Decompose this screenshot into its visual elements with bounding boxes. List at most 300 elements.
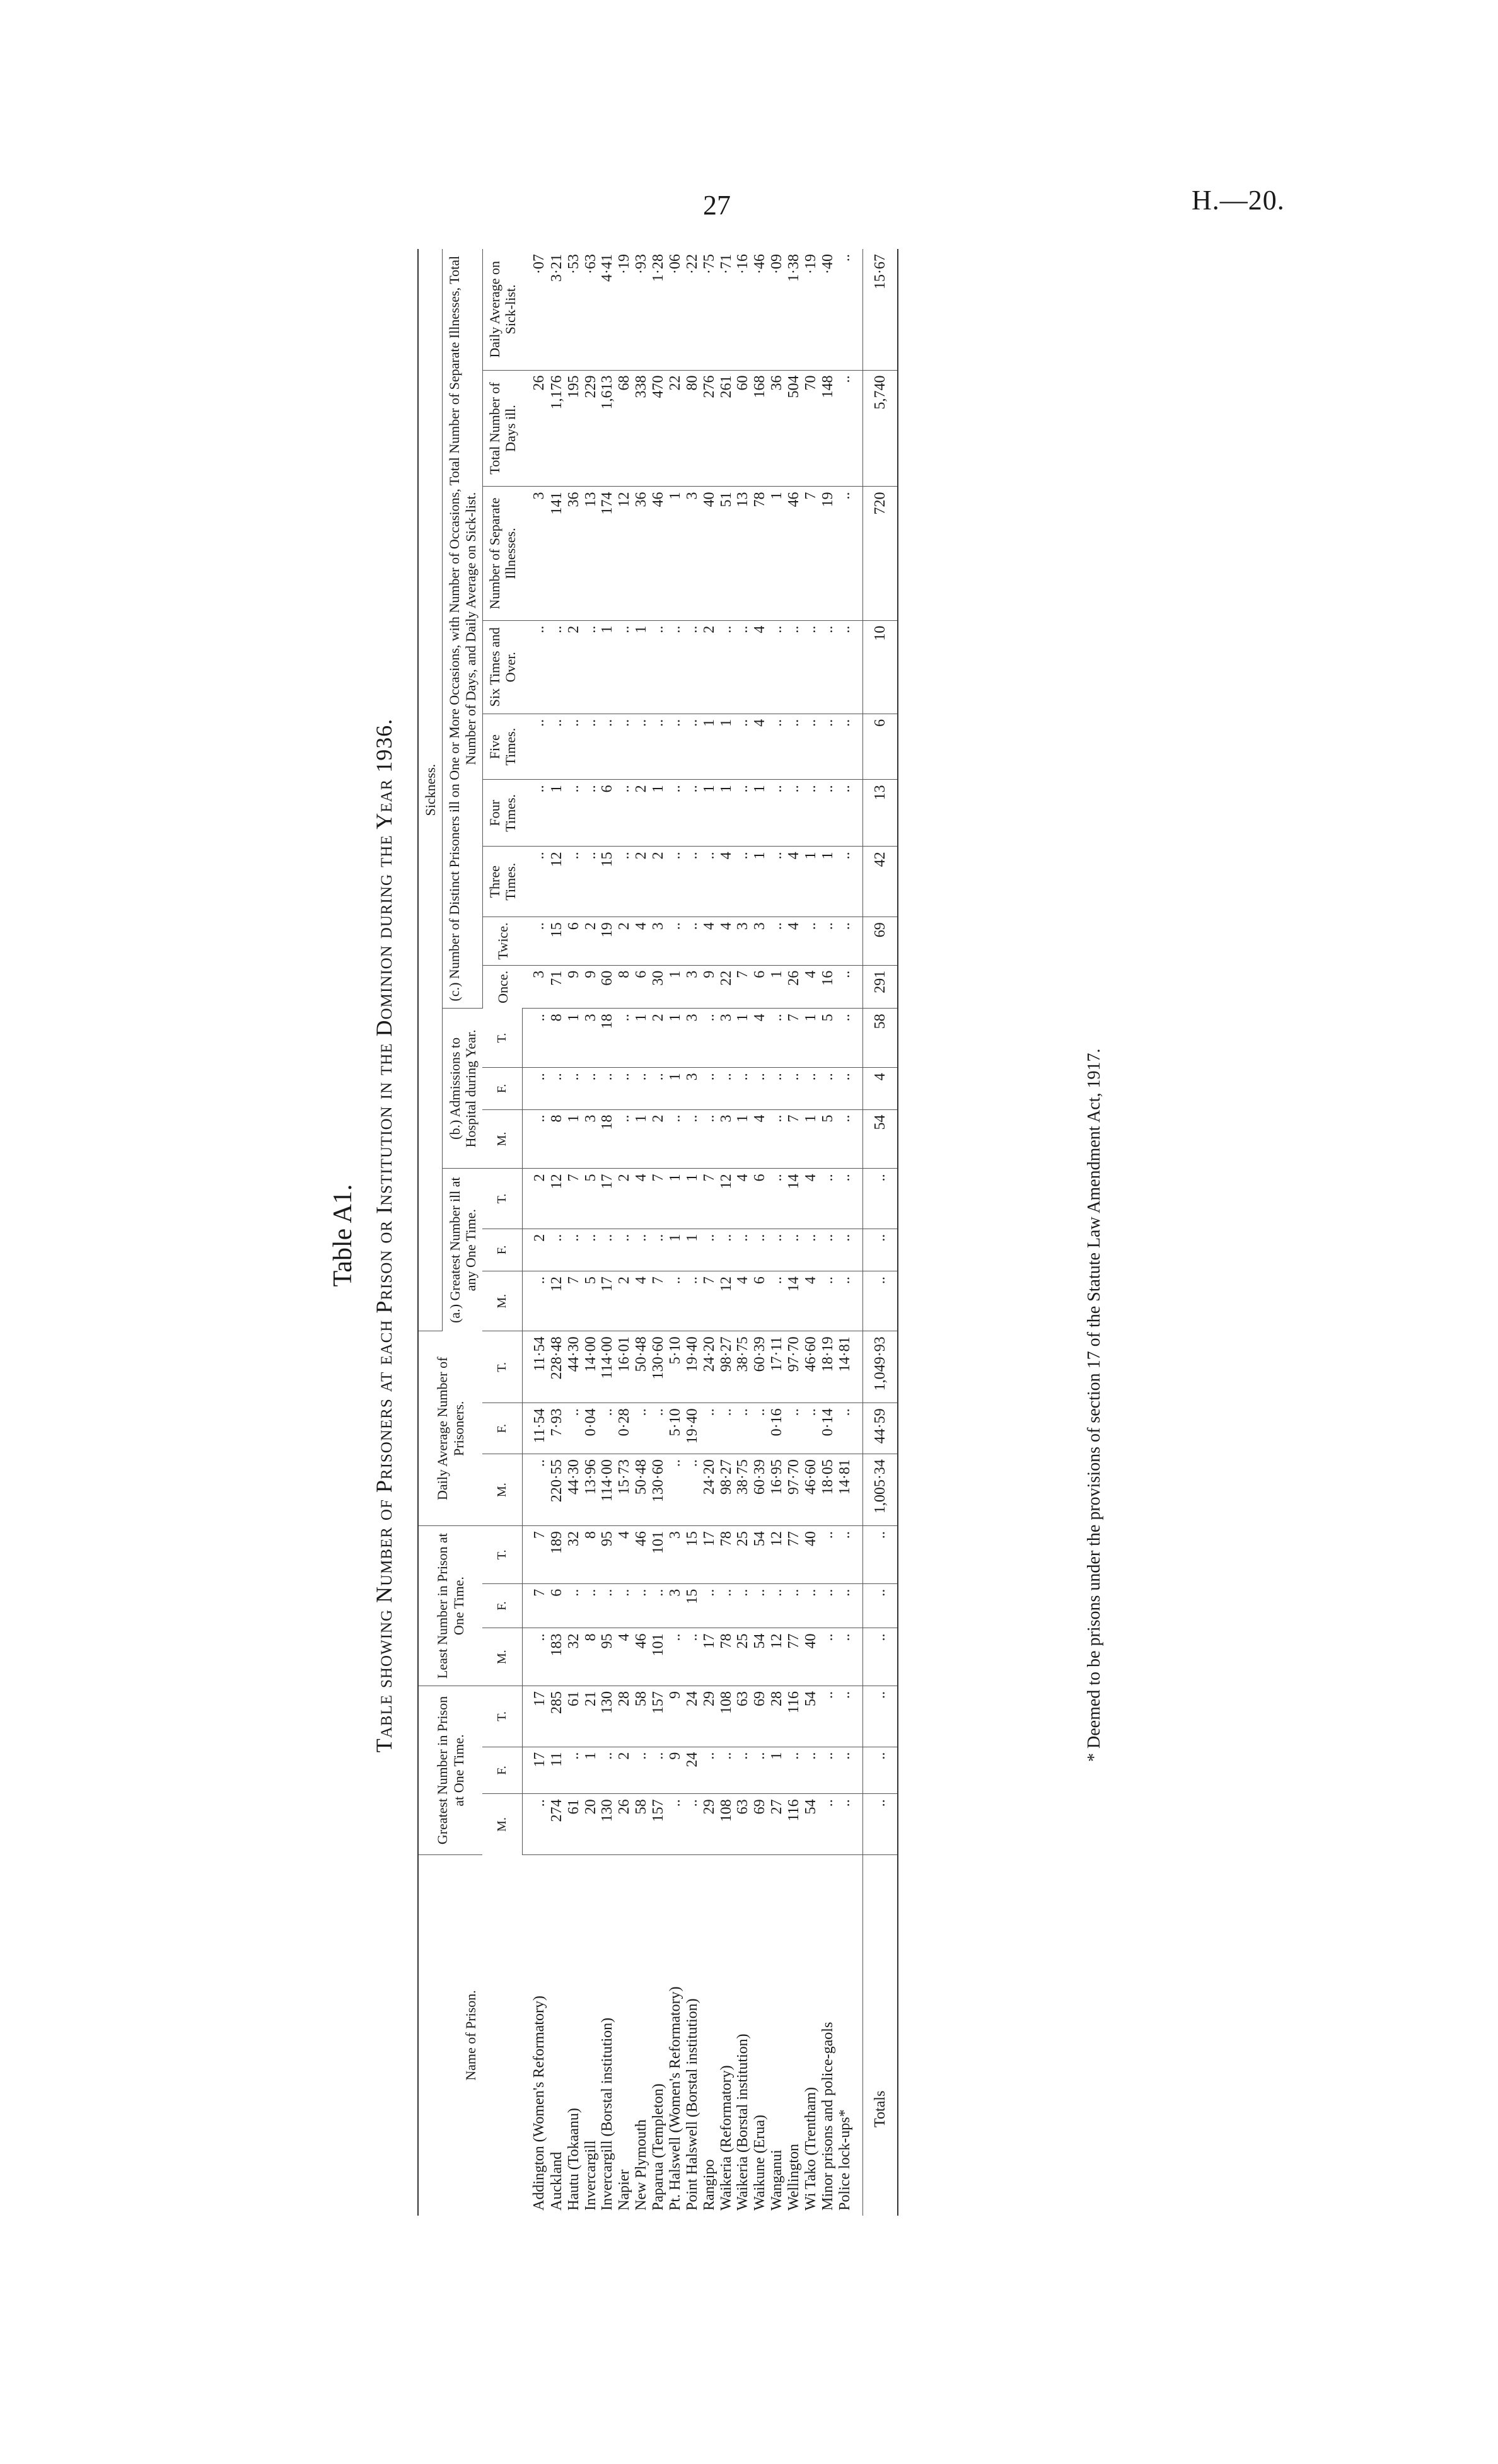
table-cell: .. bbox=[633, 1583, 650, 1628]
table-cell: 15 bbox=[599, 847, 616, 917]
table-cell: 46 bbox=[650, 487, 667, 620]
table-cell: .. bbox=[599, 1747, 616, 1794]
table-cell: .. bbox=[549, 620, 566, 714]
table-row bbox=[718, 249, 735, 2216]
table-cell: 1 bbox=[549, 780, 566, 847]
table-cell: .. bbox=[633, 1403, 650, 1454]
table-cell: 2 bbox=[616, 917, 633, 966]
table-cell: .. bbox=[837, 1583, 862, 1628]
table-cell: 6 bbox=[566, 917, 583, 966]
table-cell: 80 bbox=[684, 370, 701, 487]
prison-name: New Plymouth bbox=[633, 2119, 650, 2211]
table-cell: 54 bbox=[862, 1109, 898, 1169]
table-cell: .. bbox=[837, 1794, 862, 1855]
table-cell: 17 bbox=[599, 1169, 616, 1229]
table-cell: .. bbox=[684, 620, 701, 714]
header-m: M. bbox=[482, 1454, 522, 1526]
table-cell: 4 bbox=[633, 917, 650, 966]
table-cell: ·75 bbox=[701, 249, 718, 370]
table-cell: .. bbox=[599, 1583, 616, 1628]
table-cell: 68 bbox=[616, 370, 633, 487]
prison-name: Paparua (Templeton) bbox=[650, 2083, 667, 2211]
table-cell: 1 bbox=[734, 1009, 752, 1068]
table-cell: .. bbox=[786, 1403, 803, 1454]
header-sickness: Sickness. bbox=[418, 249, 443, 1331]
table-cell: 6 bbox=[599, 780, 616, 847]
table-cell: 6 bbox=[862, 714, 898, 779]
table-cell: 168 bbox=[752, 370, 769, 487]
table-cell: 12 bbox=[769, 1526, 786, 1584]
table-cell: 1 bbox=[667, 487, 684, 620]
table-cell: .. bbox=[862, 1229, 898, 1271]
table-cell: .. bbox=[769, 714, 786, 779]
header-six-times: Six Times and Over. bbox=[482, 620, 522, 714]
table-header bbox=[418, 249, 522, 2216]
table-cell: 101 bbox=[650, 1628, 667, 1686]
table-cell: 3 bbox=[752, 917, 769, 966]
table-cell: .. bbox=[522, 1271, 548, 1331]
table-cell: .. bbox=[583, 847, 600, 917]
table-cell: 4 bbox=[752, 1109, 769, 1169]
table-cell: .. bbox=[862, 1583, 898, 1628]
table-cell: 7 bbox=[650, 1169, 667, 1229]
table-cell: 183 bbox=[549, 1628, 566, 1686]
table-cell: ·40 bbox=[820, 249, 837, 370]
table-cell: 9 bbox=[583, 965, 600, 1009]
table-cell: .. bbox=[522, 917, 548, 966]
table-cell: 1 bbox=[718, 780, 735, 847]
table-cell: .. bbox=[769, 1169, 786, 1229]
table-cell: 7 bbox=[786, 1109, 803, 1169]
table-cell: 470 bbox=[650, 370, 667, 487]
table-cell: 46 bbox=[633, 1526, 650, 1584]
table-cell: 15·73 bbox=[616, 1454, 633, 1526]
table-cell: 78 bbox=[718, 1526, 735, 1584]
table-cell: .. bbox=[820, 1794, 837, 1855]
table-cell: 77 bbox=[786, 1628, 803, 1686]
totals-row bbox=[862, 249, 898, 2216]
table-cell: .. bbox=[837, 1747, 862, 1794]
table-cell: 4 bbox=[803, 1271, 820, 1331]
table-cell: .. bbox=[566, 780, 583, 847]
table-cell: .. bbox=[769, 1271, 786, 1331]
table-cell: .. bbox=[684, 1794, 701, 1855]
table-cell: 189 bbox=[549, 1526, 566, 1584]
table-cell: 2 bbox=[522, 1169, 548, 1229]
table-cell: 2 bbox=[650, 847, 667, 917]
prison-name: Addington (Women's Reformatory) bbox=[531, 1996, 548, 2211]
table-cell: .. bbox=[837, 1271, 862, 1331]
table-cell: 4 bbox=[616, 1526, 633, 1584]
table-cell: 17 bbox=[522, 1686, 548, 1747]
table-cell: .. bbox=[786, 714, 803, 779]
table-cell: 2 bbox=[650, 1009, 667, 1068]
table-cell: 44·30 bbox=[566, 1331, 583, 1403]
table-cell: 58 bbox=[633, 1686, 650, 1747]
table-cell: 504 bbox=[786, 370, 803, 487]
table-cell: 8 bbox=[616, 965, 633, 1009]
table-cell: 220·55 bbox=[549, 1454, 566, 1526]
table-row bbox=[583, 249, 600, 2216]
table-cell: .. bbox=[786, 1583, 803, 1628]
table-cell: 3 bbox=[684, 1009, 701, 1068]
table-cell: 1 bbox=[769, 965, 786, 1009]
header-m: M. bbox=[482, 1794, 522, 1855]
table-row bbox=[633, 249, 650, 2216]
table-cell: 60·39 bbox=[752, 1331, 769, 1403]
table-cell: .. bbox=[862, 1794, 898, 1855]
table-cell: .. bbox=[769, 1109, 786, 1169]
table-cell: .. bbox=[803, 1747, 820, 1794]
table-cell: 9 bbox=[667, 1747, 684, 1794]
table-cell: .. bbox=[633, 1747, 650, 1794]
table-cell: 1 bbox=[684, 1229, 701, 1271]
table-cell: .. bbox=[667, 1454, 684, 1526]
table-cell: ·46 bbox=[752, 249, 769, 370]
table-cell: 1 bbox=[566, 1009, 583, 1068]
table-cell: 16 bbox=[820, 965, 837, 1009]
table-cell: .. bbox=[734, 1747, 752, 1794]
table-cell: .. bbox=[718, 1583, 735, 1628]
table-cell: .. bbox=[837, 620, 862, 714]
table-cell: 17 bbox=[701, 1526, 718, 1584]
table-cell: .. bbox=[522, 847, 548, 917]
table-cell: .. bbox=[837, 1109, 862, 1169]
table-cell: 2 bbox=[522, 1229, 548, 1271]
table-cell: .. bbox=[803, 780, 820, 847]
header-greatest-number: Greatest Number in Prison at One Time. bbox=[418, 1686, 482, 1855]
table-row bbox=[667, 249, 684, 2216]
table-cell: .. bbox=[769, 847, 786, 917]
table-cell: 4 bbox=[633, 1169, 650, 1229]
table-cell: 15·67 bbox=[862, 249, 898, 370]
table-cell: 44·30 bbox=[566, 1454, 583, 1526]
table-cell: .. bbox=[752, 1583, 769, 1628]
table-cell: 1 bbox=[718, 714, 735, 779]
table-cell: 2 bbox=[701, 620, 718, 714]
table-cell: 2 bbox=[583, 917, 600, 966]
table-cell: .. bbox=[752, 1229, 769, 1271]
table-cell: 8 bbox=[583, 1526, 600, 1584]
table-cell: 3 bbox=[684, 487, 701, 620]
table-cell: 3 bbox=[718, 1109, 735, 1169]
table-cell: 6 bbox=[633, 965, 650, 1009]
table-cell: 148 bbox=[820, 370, 837, 487]
prison-name: Pt. Halswell (Women's Reformatory) bbox=[666, 1986, 683, 2211]
table-cell: 60 bbox=[599, 965, 616, 1009]
table-cell: .. bbox=[734, 714, 752, 779]
table-cell: 40 bbox=[803, 1628, 820, 1686]
table-cell: 19 bbox=[599, 917, 616, 966]
prison-name: Waikeria (Borstal institution) bbox=[734, 2033, 752, 2211]
table-cell: 3 bbox=[667, 1526, 684, 1584]
table-cell: .. bbox=[820, 1169, 837, 1229]
table-cell: 26 bbox=[522, 370, 548, 487]
header-sick-c: (c.) Number of Distinct Prisoners ill on One or More Occasions, with Number of Occasions, Total Number of Separate Illnesses, Total Number of Days, and Daily Average on Sick-list. bbox=[443, 249, 483, 1009]
table-cell: 7 bbox=[734, 965, 752, 1009]
header-days-ill: Total Number of Days ill. bbox=[482, 370, 522, 487]
table-cell: 38·75 bbox=[734, 1454, 752, 1526]
header-separate-illnesses: Number of Separate Illnesses. bbox=[482, 487, 522, 620]
table-cell: .. bbox=[684, 1454, 701, 1526]
table-cell: 4 bbox=[862, 1068, 898, 1109]
table-cell: ·09 bbox=[769, 249, 786, 370]
table-cell: 3 bbox=[667, 1583, 684, 1628]
header-m: M. bbox=[482, 1271, 522, 1331]
table-cell: 1·38 bbox=[786, 249, 803, 370]
table-cell: .. bbox=[701, 1583, 718, 1628]
header-f: F. bbox=[482, 1747, 522, 1794]
table-cell: 5·10 bbox=[667, 1331, 684, 1403]
prison-name: Totals bbox=[862, 1855, 898, 2216]
table-row bbox=[566, 249, 583, 2216]
table-cell: 1 bbox=[803, 847, 820, 917]
table-cell: .. bbox=[752, 1747, 769, 1794]
header-three-times: Three Times. bbox=[482, 847, 522, 917]
table-cell: 40 bbox=[803, 1526, 820, 1584]
table-cell: 157 bbox=[650, 1794, 667, 1855]
table-cell: 0·04 bbox=[583, 1403, 600, 1454]
table-cell: 4 bbox=[752, 1009, 769, 1068]
header-least-number: Least Number in Prison at One Time. bbox=[418, 1526, 482, 1686]
prison-name: Wellington bbox=[786, 2143, 803, 2211]
table-row bbox=[549, 249, 566, 2216]
header-m: M. bbox=[482, 1109, 522, 1169]
table-cell: 3 bbox=[734, 917, 752, 966]
table-cell: 1 bbox=[599, 620, 616, 714]
table-cell: .. bbox=[701, 1109, 718, 1169]
table-cell: 6 bbox=[752, 1271, 769, 1331]
table-cell: .. bbox=[616, 1068, 633, 1109]
table-cell: .. bbox=[701, 1009, 718, 1068]
table-cell: ·71 bbox=[718, 249, 735, 370]
table-cell: 63 bbox=[734, 1794, 752, 1855]
table-cell: 98·27 bbox=[718, 1331, 735, 1403]
header-t: T. bbox=[482, 1686, 522, 1747]
rotated-table-sheet bbox=[277, 230, 1129, 2241]
table-cell: .. bbox=[769, 917, 786, 966]
table-cell: 4 bbox=[786, 917, 803, 966]
table-cell: 19·40 bbox=[684, 1403, 701, 1454]
table-cell: 58 bbox=[862, 1009, 898, 1068]
table-cell: .. bbox=[837, 1403, 862, 1454]
table-cell: 7 bbox=[803, 487, 820, 620]
table-cell: 130 bbox=[599, 1794, 616, 1855]
table-cell: .. bbox=[786, 1747, 803, 1794]
table-cell: .. bbox=[820, 780, 837, 847]
table-cell: 4 bbox=[701, 917, 718, 966]
table-cell: 1 bbox=[667, 1229, 684, 1271]
table-cell: 7 bbox=[650, 1271, 667, 1331]
table-cell: .. bbox=[650, 1068, 667, 1109]
header-m: M. bbox=[482, 1628, 522, 1686]
table-cell: 8 bbox=[549, 1009, 566, 1068]
table-cell: 6 bbox=[549, 1583, 566, 1628]
table-cell: 38·75 bbox=[734, 1331, 752, 1403]
table-cell: .. bbox=[786, 1229, 803, 1271]
table-cell: 3 bbox=[684, 965, 701, 1009]
table-cell: 61 bbox=[566, 1686, 583, 1747]
table-cell: 15 bbox=[549, 917, 566, 966]
table-cell: 3 bbox=[522, 965, 548, 1009]
table-cell: 0·14 bbox=[820, 1403, 837, 1454]
table-cell: .. bbox=[734, 1403, 752, 1454]
table-cell: .. bbox=[616, 780, 633, 847]
table-cell: .. bbox=[734, 620, 752, 714]
header-f: F. bbox=[482, 1068, 522, 1109]
table-cell: 1 bbox=[633, 1009, 650, 1068]
table-cell: 276 bbox=[701, 370, 718, 487]
header-sick-b: (b.) Admissions to Hospital during Year. bbox=[443, 1009, 483, 1169]
table-cell: 12 bbox=[549, 1271, 566, 1331]
table-cell: .. bbox=[522, 1009, 548, 1068]
table-row bbox=[650, 249, 667, 2216]
table-cell: 5 bbox=[820, 1109, 837, 1169]
table-cell: .. bbox=[803, 1068, 820, 1109]
table-cell: 24·20 bbox=[701, 1331, 718, 1403]
table-cell: 71 bbox=[549, 965, 566, 1009]
table-cell: ·07 bbox=[522, 249, 548, 370]
table-cell: 1 bbox=[667, 1009, 684, 1068]
table-cell: .. bbox=[566, 847, 583, 917]
table-cell: 2 bbox=[633, 847, 650, 917]
table-cell: .. bbox=[684, 714, 701, 779]
table-cell: .. bbox=[701, 1068, 718, 1109]
table-cell: 50·48 bbox=[633, 1331, 650, 1403]
table-cell: 174 bbox=[599, 487, 616, 620]
table-title: Table showing Number of Prisoners at each Prison or Institution in the Dominion during the Year 1936. bbox=[371, 718, 397, 1753]
table-cell: .. bbox=[734, 1583, 752, 1628]
table-cell: 17 bbox=[522, 1747, 548, 1794]
table-cell: 54 bbox=[803, 1686, 820, 1747]
table-cell: .. bbox=[769, 620, 786, 714]
table-cell: 1 bbox=[752, 780, 769, 847]
table-cell: 4 bbox=[786, 847, 803, 917]
table-cell: 141 bbox=[549, 487, 566, 620]
table-cell: 1 bbox=[684, 1169, 701, 1229]
table-cell: 114·00 bbox=[599, 1454, 616, 1526]
table-cell: .. bbox=[522, 1454, 548, 1526]
table-cell: .. bbox=[786, 780, 803, 847]
table-cell: .. bbox=[820, 1229, 837, 1271]
table-cell: 3 bbox=[583, 1109, 600, 1169]
table-cell: .. bbox=[522, 620, 548, 714]
table-row bbox=[701, 249, 718, 2216]
table-cell: .. bbox=[862, 1526, 898, 1584]
table-cell: 7 bbox=[701, 1169, 718, 1229]
table-cell: .. bbox=[803, 1583, 820, 1628]
table-cell: .. bbox=[684, 917, 701, 966]
table-cell: 1 bbox=[667, 1169, 684, 1229]
table-cell: .. bbox=[667, 714, 684, 779]
table-cell: .. bbox=[650, 1583, 667, 1628]
table-cell: 9 bbox=[701, 965, 718, 1009]
table-cell: 6 bbox=[752, 965, 769, 1009]
table-cell: .. bbox=[837, 780, 862, 847]
table-cell: .. bbox=[820, 1747, 837, 1794]
table-cell: .. bbox=[820, 1628, 837, 1686]
table-cell: .. bbox=[650, 620, 667, 714]
table-cell: 50·48 bbox=[633, 1454, 650, 1526]
table-cell: 2 bbox=[616, 1271, 633, 1331]
table-cell: 18·05 bbox=[820, 1454, 837, 1526]
table-cell: .. bbox=[718, 1068, 735, 1109]
table-cell: .. bbox=[566, 1068, 583, 1109]
table-cell: 10 bbox=[862, 620, 898, 714]
table-cell: 1 bbox=[820, 847, 837, 917]
table-cell: 285 bbox=[549, 1686, 566, 1747]
table-cell: 54 bbox=[752, 1628, 769, 1686]
table-cell: 6 bbox=[752, 1169, 769, 1229]
table-cell: 9 bbox=[667, 1686, 684, 1747]
table-cell: .. bbox=[837, 1068, 862, 1109]
table-body bbox=[522, 249, 898, 2216]
table-cell: .. bbox=[522, 714, 548, 779]
table-cell: .. bbox=[786, 1068, 803, 1109]
table-cell: .. bbox=[862, 1271, 898, 1331]
table-cell: ·93 bbox=[633, 249, 650, 370]
table-cell: .. bbox=[566, 1229, 583, 1271]
table-cell: 60·39 bbox=[752, 1454, 769, 1526]
table-cell: .. bbox=[633, 1068, 650, 1109]
table-cell: 0·28 bbox=[616, 1403, 633, 1454]
table-cell: .. bbox=[599, 714, 616, 779]
table-cell: ·19 bbox=[616, 249, 633, 370]
table-cell: 17·11 bbox=[769, 1331, 786, 1403]
table-cell: .. bbox=[734, 1229, 752, 1271]
table-cell: .. bbox=[862, 1747, 898, 1794]
table-cell: 1 bbox=[752, 847, 769, 917]
table-cell: 15 bbox=[684, 1583, 701, 1628]
table-cell: .. bbox=[667, 1794, 684, 1855]
table-cell: 1 bbox=[769, 487, 786, 620]
header-four-times: Four Times. bbox=[482, 780, 522, 847]
table-cell: .. bbox=[837, 370, 862, 487]
table-cell: 228·48 bbox=[549, 1331, 566, 1403]
table-cell: 46·60 bbox=[803, 1454, 820, 1526]
table-cell: .. bbox=[583, 1068, 600, 1109]
table-row bbox=[616, 249, 633, 2216]
table-cell: 16·95 bbox=[769, 1454, 786, 1526]
table-cell: 7 bbox=[701, 1271, 718, 1331]
prison-name: Minor prisons and police-gaols bbox=[819, 2022, 836, 2211]
prisoners-table bbox=[417, 249, 898, 2216]
header-daily-average-sick: Daily Average on Sick-list. bbox=[482, 249, 522, 370]
table-cell: 1 bbox=[583, 1747, 600, 1794]
table-cell: ·22 bbox=[684, 249, 701, 370]
table-cell: .. bbox=[837, 1526, 862, 1584]
table-row bbox=[820, 249, 837, 2216]
table-cell: .. bbox=[769, 1068, 786, 1109]
table-cell: 12 bbox=[549, 847, 566, 917]
table-cell: 4 bbox=[752, 714, 769, 779]
table-cell: 95 bbox=[599, 1628, 616, 1686]
document-reference: H.—20. bbox=[1192, 185, 1285, 216]
table-cell: 274 bbox=[549, 1794, 566, 1855]
table-cell: 8 bbox=[549, 1109, 566, 1169]
table-cell: 13 bbox=[583, 487, 600, 620]
prison-name: Waikune (Erua) bbox=[752, 2115, 769, 2211]
table-cell: .. bbox=[616, 714, 633, 779]
table-cell: 36 bbox=[566, 487, 583, 620]
table-cell: .. bbox=[862, 1628, 898, 1686]
table-cell: 108 bbox=[718, 1794, 735, 1855]
header-name-of-prison: Name of Prison. bbox=[418, 1855, 522, 2216]
prison-name: Wanganui bbox=[769, 2149, 786, 2211]
table-cell: .. bbox=[667, 620, 684, 714]
table-cell: 22 bbox=[718, 965, 735, 1009]
table-cell: ·53 bbox=[566, 249, 583, 370]
